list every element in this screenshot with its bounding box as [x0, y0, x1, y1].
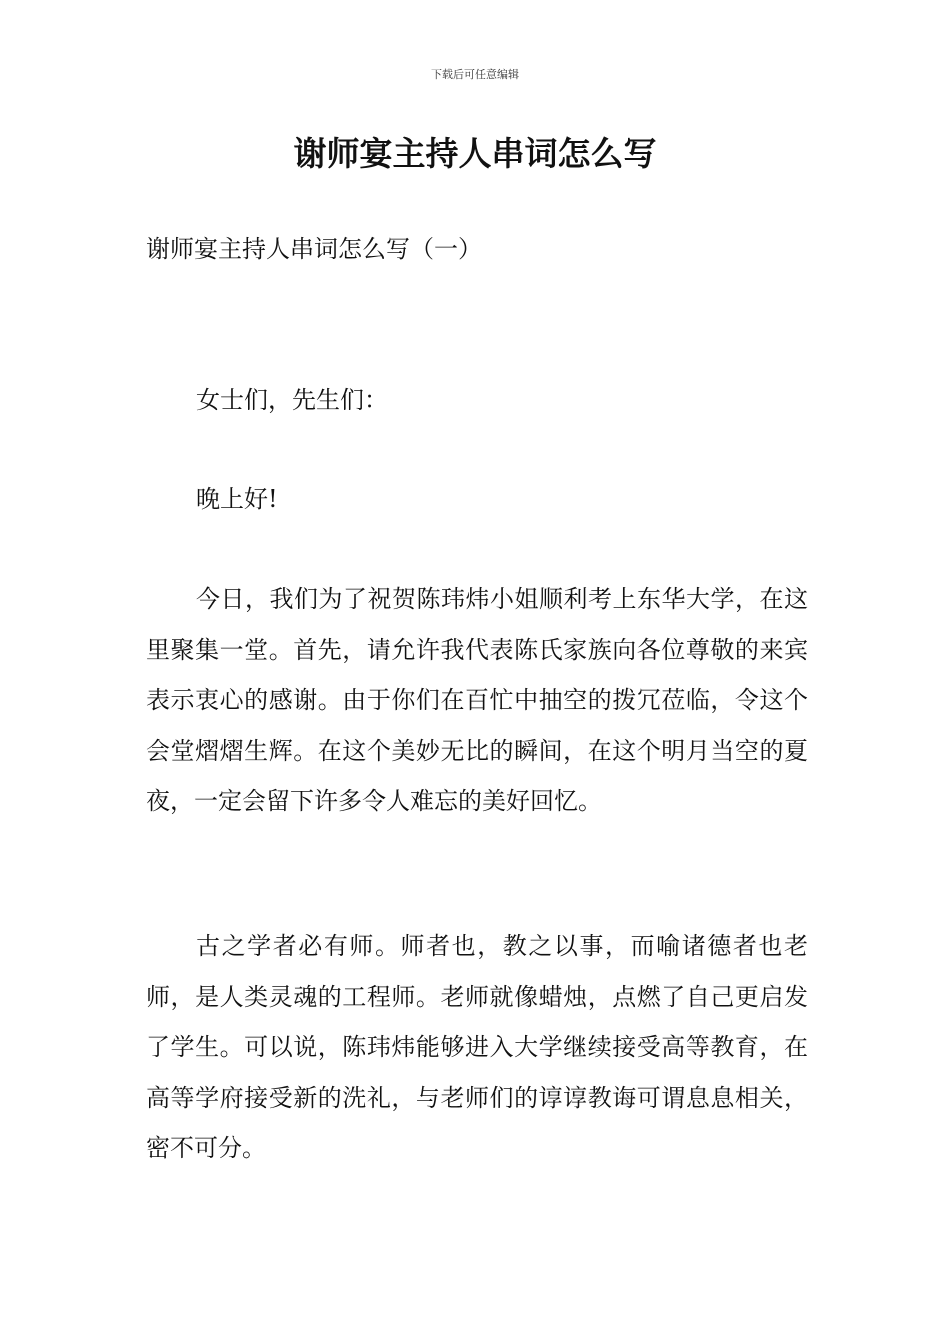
header-note: 下载后可任意编辑 [431, 68, 519, 81]
greeting-paragraph: 女士们，先生们： [196, 386, 388, 414]
evening-paragraph: 晚上好! [196, 485, 278, 513]
document-title: 谢师宴主持人串词怎么写 [293, 134, 657, 173]
section-heading: 谢师宴主持人串词怎么写（一） [146, 235, 482, 263]
body-paragraph-1: 今日，我们为了祝贺陈玮炜小姐顺利考上东华大学，在这里聚集一堂。首先，请允许我代表陈氏家族向各位尊敬的来宾表示衷心的感谢。由于你们在百忙中抽空的拨冗莅临，令这个会堂熠熠生辉。在这个美妙无比的瞬间，在这个明月当空的夏夜，一定会留下许多令人难忘的美好回忆。 [146, 585, 808, 815]
body-paragraph-2: 古之学者必有师。师者也，教之以事，而喻诸德者也老师，是人类灵魂的工程师。老师就像蜡烛，点燃了自己更启发了学生。可以说，陈玮炜能够进入大学继续接受高等教育，在高等学府接受新的洗礼，与老师们的谆谆教诲可谓息息相关，密不可分。 [146, 932, 808, 1162]
